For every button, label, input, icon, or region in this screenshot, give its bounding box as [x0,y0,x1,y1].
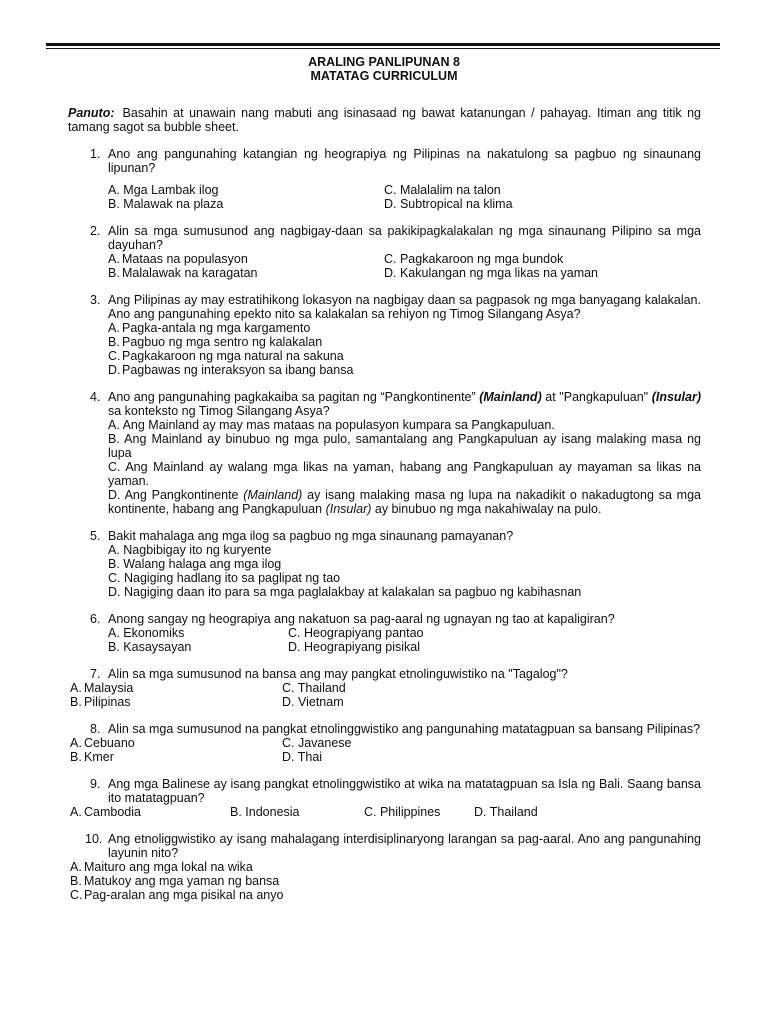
question-stem: Ang etnoliggwistiko ay isang mahalagang interdisiplinaryong larangan sa pag-aaral. Ano ang pangunahing layunin nito? [108,832,701,860]
choice-a: A. Ekonomiks [108,626,185,640]
question-number: 10. [85,832,103,846]
choice-c: C. Thailand [282,681,346,695]
question-stem: Anong sangay ng heograpiya ang nakatuon sa pag-aaral ng ugnayan ng tao at kapaligiran? [108,612,615,626]
choice-c: C. Malalalim na talon [384,183,501,197]
question-number: 7. [90,667,101,681]
choice-c: C. Pag-aralan ang mga pisikal na anyo [70,888,284,902]
question-stem: Ano ang pangunahing katangian ng heograpiya ng Pilipinas na nakatulong sa pagbuo ng sinaunang lipunan? [108,147,701,175]
question-number: 6. [90,612,101,626]
choice-b: B. Malalawak na karagatan [108,266,258,280]
choice-a: A. Cebuano [70,736,135,750]
question-number: 1. [90,147,101,161]
question-10 [68,832,701,902]
question-9 [68,777,701,819]
question-stem: Ano ang pangunahing pagkakaiba sa pagitan ng “Pangkontinente” (Mainland) at "Pangkapuluan" (Insular) sa konteksto ng Timog Silangang Asya? [108,390,701,418]
choice-a: A. Nagbibigay ito ng kuryente [108,543,272,557]
question-stem: Ang mga Balinese ay isang pangkat etnolinggwistiko at wika na matatagpuan sa Isla ng Bali. Saang bansa ito matatagpuan? [108,777,701,805]
top-rule-thick [46,43,720,46]
choice-a: A. Maituro ang mga lokal na wika [70,860,253,874]
choice-d: D. Heograpiyang pisikal [288,640,421,654]
choice-b: B. Walang halaga ang mga ilog [108,557,282,571]
question-stem: Alin sa mga sumusunod na pangkat etnolinggwistiko ang pangunahing matatagpuan sa bansang Pilipinas? [108,722,701,736]
choice-d: D. Ang Pangkontinente (Mainland) ay isang malaking masa ng lupa na nakadikit o nakadugtong sa mga kontinente, habang ang Pangkapuluan (Insular) ay binubuo ng mga nakahiwalay na pulo. [108,488,701,516]
choice-b: B. Kmer [70,750,114,764]
document-title: ARALING PANLIPUNAN 8 [308,55,460,69]
question-5 [68,529,701,599]
choice-c: C. Nagiging hadlang ito sa paglipat ng tao [108,571,341,585]
question-number: 2. [90,224,101,238]
choice-d: D. Kakulangan ng mga likas na yaman [384,266,599,280]
question-number: 3. [90,293,101,307]
choice-a: A. Ang Mainland ay may mas mataas na populasyon kumpara sa Pangkapuluan. [108,418,555,432]
question-3 [68,293,701,377]
choice-d: D. Thailand [474,805,538,819]
question-4 [68,390,701,516]
choice-d: D. Subtropical na klima [384,197,513,211]
question-stem: Alin sa mga sumusunod ang nagbigay-daan sa pakikipagkalakalan ng mga sinaunang Pilipino sa mga dayuhan? [108,224,701,252]
choice-a: A. Pagka-antala ng mga kargamento [108,321,311,335]
choice-d: D. Vietnam [282,695,344,709]
question-6 [68,612,701,654]
question-number: 8. [90,722,101,736]
choice-b: B. Pagbuo ng mga sentro ng kalakalan [108,335,323,349]
question-number: 5. [90,529,101,543]
exam-body [68,106,701,902]
choice-c: C. Pagkakaroon ng mga bundok [384,252,564,266]
question-2 [68,224,701,280]
choice-a: A. Cambodia [70,805,141,819]
choice-b: B. Pilipinas [70,695,131,709]
choice-b: B. Matukoy ang mga yaman ng bansa [70,874,280,888]
choice-b: B. Kasaysayan [108,640,192,654]
choice-a: A. Malaysia [70,681,134,695]
choice-d: D. Nagiging daan ito para sa mga paglalakbay at kalakalan sa pagbuo ng kabihasnan [108,585,582,599]
choice-a: A. Mataas na populasyon [108,252,248,266]
choice-c: C. Javanese [282,736,352,750]
instructions [68,106,701,134]
question-number: 9. [90,777,101,791]
question-1 [68,147,701,211]
question-number: 4. [90,390,101,404]
top-rule-thin [46,48,720,49]
instructions-label: Panuto: [68,106,115,120]
choice-c: C. Pagkakaroon ng mga natural na sakuna [108,349,344,363]
choice-c: C. Philippines [364,805,441,819]
document-subtitle: MATATAG CURRICULUM [310,69,458,83]
question-stem: Bakit mahalaga ang mga ilog sa pagbuo ng mga sinaunang pamayanan? [108,529,514,543]
choice-d: D. Thai [282,750,323,764]
choice-c: C. Ang Mainland ay walang mga likas na yaman, habang ang Pangkapuluan ay mayaman sa likas na yaman. [108,460,701,488]
instructions-text: Basahin at unawain nang mabuti ang isinasaad ng bawat katanungan / pahayag. Itiman ang titik ng tamang sagot sa bubble sheet. [68,106,701,134]
choice-b: B. Indonesia [230,805,300,819]
choice-a: A. Mga Lambak ilog [108,183,219,197]
question-7 [68,667,701,709]
choice-d: D. Pagbawas ng interaksyon sa ibang bansa [108,363,354,377]
question-8 [68,722,701,764]
choice-b: B. Ang Mainland ay binubuo ng mga pulo, samantalang ang Pangkapuluan ay isang malaking masa ng lupa [108,432,701,460]
question-stem: Alin sa mga sumusunod na bansa ang may pangkat etnolinguwistiko na "Tagalog"? [108,667,568,681]
choice-b: B. Malawak na plaza [108,197,224,211]
question-stem: Ang Pilipinas ay may estratihikong lokasyon na nagbigay daan sa pagpasok ng mga banyagang kalakalan. Ano ang pangunahing epekto nito sa kalakalan sa rehiyon ng Timog Silangang Asya? [108,293,701,321]
choice-c: C. Heograpiyang pantao [288,626,424,640]
